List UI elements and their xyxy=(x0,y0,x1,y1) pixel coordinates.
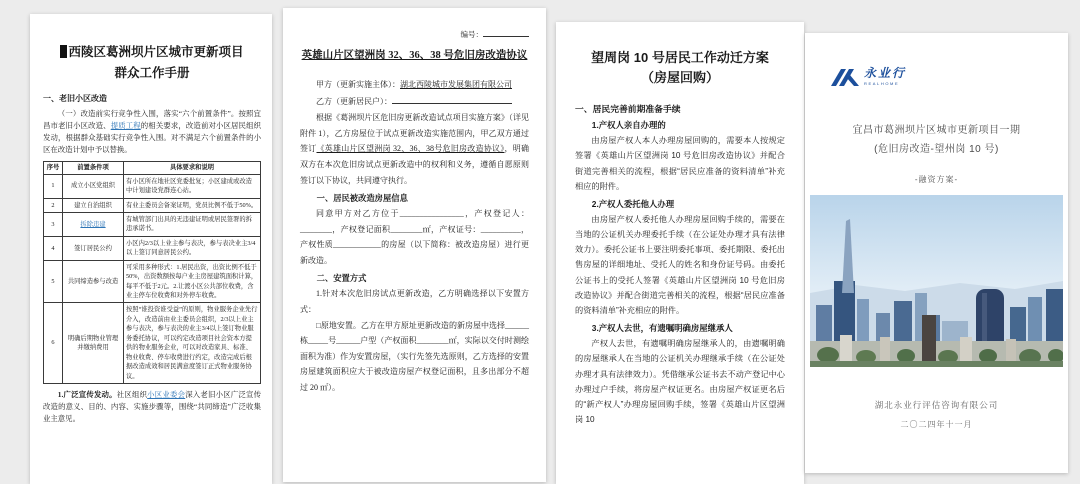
table-header-desc: 具体要求和说明 xyxy=(124,162,261,174)
plan-title xyxy=(575,48,785,88)
table-row xyxy=(44,303,261,384)
party-a-line xyxy=(300,76,529,93)
cover-title xyxy=(805,121,1068,159)
cover-title-line2: (危旧房改造-望州岗 10 号) xyxy=(874,144,999,155)
document-page-financing-cover[interactable] xyxy=(805,33,1068,473)
page1-title-line2: 群众工作手册 xyxy=(114,65,190,80)
agreement-title: 英雄山片区望洲岗 32、36、38 号危旧房改造协议 xyxy=(301,50,528,61)
row3-no: 3 xyxy=(44,212,63,236)
row6-desc: 按照“谁投资谁受益”的原则，物业服务企业先行介入，改造前由业主委员会组织，2/3以上业主参与表决，参与表决的业主3/4以上签订物业服务委托协议，可以约定改造项目社会资本方提供的物业服务企业，可以对改造家具、标准、物业收费、停车收费进行约定，改造完成后根据改造成效和居民满意度签订正式物业服务协议。 xyxy=(124,303,261,384)
page1-intro-post: 的相关要求，改造前对小区居民组织发动，根据群众基础实行竞争性入围。对不满足六个前置条件的小区在改造计划中予以替换。 xyxy=(43,121,261,155)
row2-desc: 有业主委员会备案证明，党员比例不低于50%。 xyxy=(124,198,261,212)
agreement-section1-heading: 一、居民被改造房屋信息 xyxy=(316,194,408,204)
cover-subtitle: -融资方案- xyxy=(914,175,959,184)
logo-english-name: REALHOME xyxy=(864,81,900,86)
company-logo-text xyxy=(860,67,906,86)
row5-item: 共同缔造参与改造 xyxy=(63,260,124,303)
company-logo xyxy=(830,67,906,91)
text-cursor-artifact xyxy=(60,45,67,58)
plan-sub2-text: 由房屋产权人委托他人办理房屋回购手续的，需要在当地的公证机关办理委托手续（在公证处办理才具有法律效力）。委托公证书上要注明委托事项、委托期限、委托出售房屋的详细地址、受托人的姓名和身份证号码。由委托公证书上的受托人签署《英雄山片区望洲岗 10 号危旧房改造协议》并配合街道完善相关的流程，根据“居民应准备的资料清单”补充相应的附件。 xyxy=(575,214,785,315)
agreement-intro-post: ，明确双方在本次危旧房试点更新改造中的权利和义务，遵循自愿原则签订以下协议，共同遵守执行。 xyxy=(300,144,529,185)
agreement-section2-heading: 二、安置方式 xyxy=(316,274,367,284)
page1-section-heading: 一、老旧小区改造 xyxy=(43,94,107,104)
page1-intro-link[interactable]: 提质工程 xyxy=(110,121,141,131)
plan-sub2-heading: 2.产权人委托他人办理 xyxy=(591,198,675,209)
row2-no: 2 xyxy=(44,198,63,212)
party-a-label: 甲方（更新实施主体）： xyxy=(316,79,400,89)
table-row xyxy=(44,212,261,236)
document-page-agreement[interactable] xyxy=(283,8,546,482)
page1-footer-lead: 1.广泛宣传发动。 xyxy=(57,389,117,399)
table-row xyxy=(44,198,261,212)
table-row xyxy=(44,260,261,303)
company-logo-icon xyxy=(830,67,860,91)
cover-company-name: 湖北永业行评估咨询有限公司 xyxy=(874,400,999,410)
row6-no: 6 xyxy=(44,303,63,384)
table-header-no: 序号 xyxy=(44,162,63,174)
party-a-value: 湖北西陵城市发展集团有限公司 xyxy=(400,79,512,89)
row6-item: 明确后期物业管理并缴纳费用 xyxy=(63,303,124,384)
plan-sub3-heading: 3.产权人去世，有遗嘱明确房屋继承人 xyxy=(591,323,733,334)
row4-no: 4 xyxy=(44,236,63,260)
agreement-section1-text: 同意甲方对乙方位于________________，产权登记人：________，产权登记面积________㎡，产权证号：__________，产权性质____________的房屋（以下简称：被改造房屋）进行更新改造。 xyxy=(300,209,529,265)
agreement-intro xyxy=(300,110,529,188)
table-row xyxy=(44,236,261,260)
cover-title-line1: 宜昌市葛洲坝片区城市更新项目一期 xyxy=(852,125,1021,136)
page1-footer-post: 深入老旧小区广泛宣传改造的意义、目的、内容、实施步骤等，围绕“共同缔造”广泛收集业主意见。 xyxy=(43,389,261,423)
plan-sub1-heading: 1.产权人亲自办理的 xyxy=(591,120,666,131)
city-skyline-image xyxy=(810,195,1063,367)
cover-date: 二〇二四年十一月 xyxy=(900,420,973,429)
page1-intro-pre: （一）改造前实行竞争性入围，落实“六个前置条件”。按照宜昌市老旧小区改造、 xyxy=(43,109,261,131)
document-page-work-manual[interactable] xyxy=(30,14,272,484)
plan-sub1-text: 由房屋产权人本人办理房屋回购的，需要本人按规定签署《英雄山片区望洲岗 10 号危旧房改造协议》并配合街道完善相关的流程，根据“居民应准备的资料清单”补充相应的附件。 xyxy=(575,136,785,191)
party-b-label: 乙方（更新居民户）： xyxy=(316,96,392,106)
row1-item: 成立小区党组织 xyxy=(63,174,124,198)
agreement-number-line xyxy=(300,28,529,40)
row1-desc: 有小区所在地社区党委批复；小区建成或改造中计划建设党群连心站。 xyxy=(124,174,261,198)
party-b-blank xyxy=(392,95,512,104)
page1-footer-pre: 社区组织 xyxy=(116,389,148,399)
table-row xyxy=(44,174,261,198)
agreement-option-checkbox-paragraph: □原地安置。乙方在甲方原址更新改造的新房屋中选择______栋_____号______户型（产权面积________㎡，实际以交付时测绘面积为准）作为安置房屋，（实行先签先选原则，乙方选择的安置房屋建筑面积应大于被改造房屋产权登记面积，且多出部分不超过 20 ㎡）。 xyxy=(300,320,529,393)
table-header-item: 前置条件项 xyxy=(63,162,124,174)
row2-item: 建立自治组织 xyxy=(63,198,124,212)
table-header-row xyxy=(44,162,261,174)
page1-footer-link[interactable]: 小区业委会 xyxy=(147,389,186,399)
page1-title-line1: 西陵区葛洲坝片区城市更新项目 xyxy=(68,45,244,59)
agreement-number-label: 编号： xyxy=(460,30,483,39)
plan-sub3-text: 产权人去世，有遗嘱明确房屋继承人的，由遗嘱明确的房屋继承人在当地的公证机关办理继承手续（在公证处办理才具有法律效力）。凭借继承公证书去不动产登记中心办理过户手续，将房屋产权证更名。由房屋产权证更名后的“新产权人”办理房屋回购手续，签署《英雄山片区望洲岗 10 xyxy=(575,339,785,425)
party-b-line xyxy=(300,93,529,110)
row3-item-link[interactable]: 拆除违建 xyxy=(63,212,124,236)
plan-title-line1: 望周岗 10 号居民工作动迁方案 xyxy=(591,50,769,65)
row4-item: 签订居民公约 xyxy=(63,236,124,260)
document-page-relocation-plan[interactable] xyxy=(556,22,804,484)
agreement-number-blank xyxy=(483,28,529,37)
plan-title-line2: （房屋回购） xyxy=(640,70,719,86)
row1-no: 1 xyxy=(44,174,63,198)
agreement-section2-text: 1.针对本次危旧房试点更新改造，乙方明确选择以下安置方式： xyxy=(300,289,529,315)
precondition-table xyxy=(43,161,261,384)
page1-intro-paragraph xyxy=(43,108,261,156)
page1-title xyxy=(43,42,261,83)
row3-desc: 有城管部门出具的无违建证明或居民签署的拆违承诺书。 xyxy=(124,212,261,236)
page1-footer-paragraph xyxy=(43,389,261,425)
agreement-intro-booktitle: 《英雄山片区望洲岗 32、36、38号危旧房改造协议》 xyxy=(316,144,505,154)
row4-desc: 小区内2/3以上业主参与表决，参与表决业主3/4以上签订同意居民公约。 xyxy=(124,236,261,260)
plan-section1-heading: 一、居民完善前期准备手续 xyxy=(575,104,681,115)
row5-desc: 可采用多种形式：1.居民出资，出资比例不低于50%，出资数额按每户业主房屋建筑面积计算，每平不低于2元。2.让渡小区公共部位收费，含业主停车位收费和对外停车收费。 xyxy=(124,260,261,303)
agreement-intro-pre: 根据《葛洲坝片区危旧房更新改造试点项目实施方案》（详见附件 1），乙方房屋位于试点更新改造实施范围内，甲乙双方通过签订 xyxy=(300,113,529,154)
row5-no: 5 xyxy=(44,260,63,303)
logo-chinese-name: 永业行 xyxy=(864,66,907,80)
